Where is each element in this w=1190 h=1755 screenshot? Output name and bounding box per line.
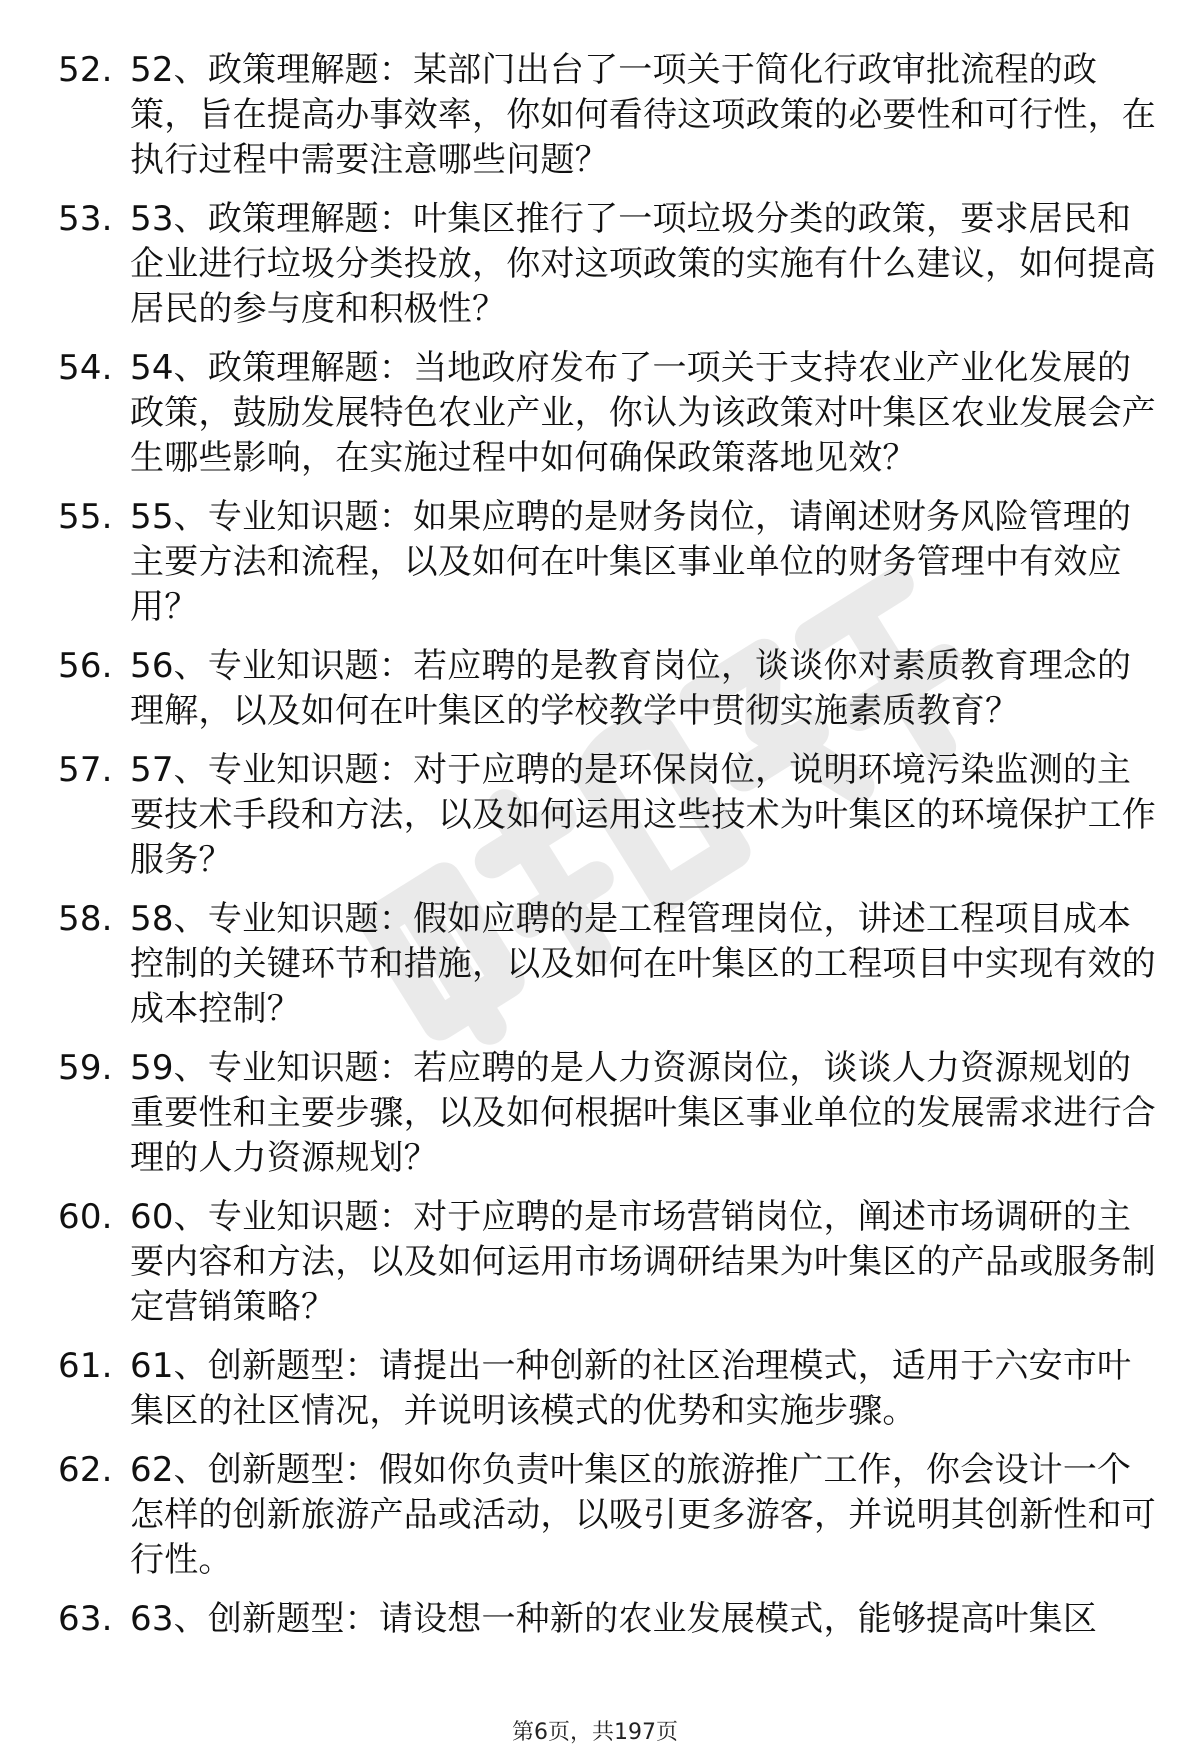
- question-number: 53.: [58, 199, 113, 239]
- question-number: 63.: [58, 1599, 113, 1639]
- question-item: [58, 197, 1158, 332]
- question-text: 55、专业知识题：如果应聘的是财务岗位，请阐述财务风险管理的主要方法和流程，以及如何在叶集区事业单位的财务管理中有效应用？: [130, 497, 1132, 627]
- page-footer: 第6页，共197页: [512, 1720, 678, 1745]
- question-number: 62.: [58, 1450, 113, 1490]
- question-item: [58, 48, 1158, 183]
- question-item: [58, 1195, 1158, 1330]
- question-number: 55.: [58, 497, 113, 537]
- question-text: 62、创新题型：假如你负责叶集区的旅游推广工作，你会设计一个怎样的创新旅游产品或活动，以吸引更多游客，并说明其创新性和可行性。: [130, 1450, 1156, 1580]
- question-text: 60、专业知识题：对于应聘的是市场营销岗位，阐述市场调研的主要内容和方法，以及如何运用市场调研结果为叶集区的产品或服务制定营销策略？: [130, 1197, 1156, 1327]
- question-text: 52、政策理解题：某部门出台了一项关于简化行政审批流程的政策，旨在提高办事效率，你如何看待这项政策的必要性和可行性，在执行过程中需要注意哪些问题？: [130, 50, 1156, 180]
- question-text: 59、专业知识题：若应聘的是人力资源岗位，谈谈人力资源规划的重要性和主要步骤，以及如何根据叶集区事业单位的发展需求进行合理的人力资源规划？: [130, 1048, 1156, 1178]
- question-text: 63、创新题型：请设想一种新的农业发展模式，能够提高叶集区: [130, 1599, 1098, 1639]
- question-text: 53、政策理解题：叶集区推行了一项垃圾分类的政策，要求居民和企业进行垃圾分类投放，你对这项政策的实施有什么建议，如何提高居民的参与度和积极性？: [130, 199, 1156, 329]
- question-text: 58、专业知识题：假如应聘的是工程管理岗位，讲述工程项目成本控制的关键环节和措施，以及如何在叶集区的工程项目中实现有效的成本控制？: [130, 899, 1156, 1029]
- question-number: 57.: [58, 750, 113, 790]
- question-item: [58, 495, 1158, 630]
- question-number: 59.: [58, 1048, 113, 1088]
- question-item: [58, 644, 1158, 734]
- question-number: 61.: [58, 1346, 113, 1386]
- question-item: [58, 897, 1158, 1032]
- question-number: 52.: [58, 50, 113, 90]
- question-list: [58, 48, 1158, 1656]
- question-text: 61、创新题型：请提出一种创新的社区治理模式，适用于六安市叶集区的社区情况，并说明该模式的优势和实施步骤。: [130, 1346, 1132, 1431]
- question-number: 56.: [58, 646, 113, 686]
- question-item: [58, 1597, 1158, 1642]
- question-item: [58, 346, 1158, 481]
- question-text: 56、专业知识题：若应聘的是教育岗位，谈谈你对素质教育理念的理解，以及如何在叶集区的学校教学中贯彻实施素质教育？: [130, 646, 1132, 731]
- question-item: [58, 748, 1158, 883]
- question-number: 58.: [58, 899, 113, 939]
- question-number: 54.: [58, 348, 113, 388]
- question-text: 54、政策理解题：当地政府发布了一项关于支持农业产业化发展的政策，鼓励发展特色农业产业，你认为该政策对叶集区农业发展会产生哪些影响，在实施过程中如何确保政策落地见效？: [130, 348, 1156, 478]
- question-item: [58, 1344, 1158, 1434]
- question-item: [58, 1046, 1158, 1181]
- question-item: [58, 1448, 1158, 1583]
- question-text: 57、专业知识题：对于应聘的是环保岗位，说明环境污染监测的主要技术手段和方法，以及如何运用这些技术为叶集区的环境保护工作服务？: [130, 750, 1156, 880]
- question-number: 60.: [58, 1197, 113, 1237]
